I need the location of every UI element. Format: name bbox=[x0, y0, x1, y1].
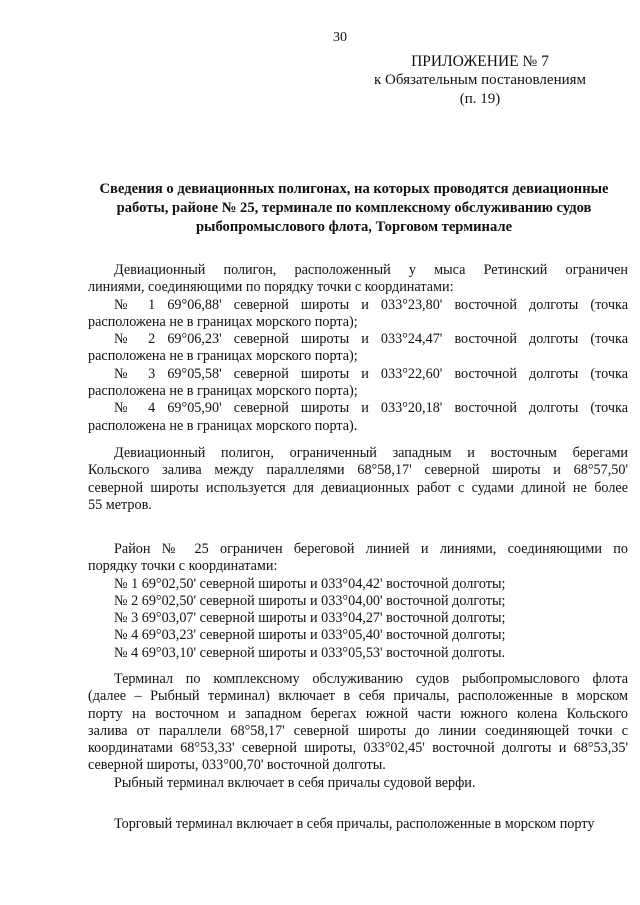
paragraph-line: залива от параллели 68°58,17' северной широты до линии соединяющей точки с bbox=[88, 722, 628, 739]
section-trade-terminal bbox=[88, 816, 628, 833]
coordinate-note: расположена не в границах морского порта). bbox=[88, 417, 358, 434]
paragraph-line: Район № 25 ограничен береговой линией и линиями, соединяющими по bbox=[114, 541, 628, 557]
section-fishing-terminal bbox=[88, 671, 628, 792]
paragraph-line: порту на восточном и западном берегах южной части южного колена Кольского bbox=[88, 705, 628, 722]
paragraph-line: линиями, соединяющими по порядку точки с координатами: bbox=[88, 279, 454, 296]
coordinate-point: № 1 69°06,88' северной широты и 033°23,80' восточной долготы (точка bbox=[114, 296, 628, 313]
appendix-title: ПРИЛОЖЕНИЕ № 7 bbox=[411, 53, 549, 70]
paragraph-line: 55 метров. bbox=[88, 496, 152, 513]
paragraph-line: северной широты используется для девиационных работ с судами длиной не более bbox=[88, 479, 628, 496]
coordinate-note: расположена не в границах морского порта); bbox=[88, 313, 358, 330]
coordinate-point: № 2 69°02,50' северной широты и 033°04,00' восточной долготы; bbox=[114, 592, 506, 609]
document-heading bbox=[88, 180, 620, 237]
paragraph-line: координатами 68°53,33' северной широты, 033°02,45' восточной долготы и 68°53,35' bbox=[88, 740, 628, 757]
coordinate-point: № 4 69°05,90' северной широты и 033°20,18' восточной долготы (точка bbox=[114, 400, 628, 417]
coordinate-point: № 4 69°03,23' северной широты и 033°05,40' восточной долготы; bbox=[114, 627, 506, 644]
appendix-clause: (п. 19) bbox=[459, 91, 501, 107]
coordinate-point: № 3 69°03,07' северной широты и 033°04,27' восточной долготы; bbox=[114, 610, 506, 627]
paragraph-line: Торговый терминал включает в себя причалы, расположенные в морском порту bbox=[114, 816, 595, 832]
coordinate-note: расположена не в границах морского порта); bbox=[88, 348, 358, 365]
paragraph-line: Девиационный полигон, ограниченный западным и восточным берегами bbox=[114, 445, 628, 461]
paragraph-line: порядку точки с координатами: bbox=[88, 558, 278, 575]
paragraph-line: Рыбный терминал включает в себя причалы судовой верфи. bbox=[114, 774, 476, 791]
appendix-reference: к Обязательным постановлениям bbox=[373, 72, 587, 88]
heading-line: работы, районе № 25, терминале по комплексному обслуживанию судов bbox=[116, 200, 592, 216]
heading-line: Сведения о девиационных полигонах, на которых проводятся девиационные bbox=[99, 181, 609, 197]
coordinate-point: № 3 69°05,58' северной широты и 033°22,60' восточной долготы (точка bbox=[114, 365, 628, 382]
section-district-25 bbox=[88, 541, 628, 662]
heading-line: рыбопромыслового флота, Торговом терминале bbox=[195, 219, 513, 235]
paragraph-line: Кольского залива между параллелями 68°58,17' северной широты и 68°57,50' bbox=[88, 462, 628, 479]
paragraph-line: Терминал по комплексному обслуживанию судов рыбопромыслового флота bbox=[114, 671, 628, 687]
page-number: 30 bbox=[333, 30, 347, 45]
coordinate-point: № 4 69°03,10' северной широты и 033°05,53' восточной долготы. bbox=[114, 644, 506, 661]
section-deviation-polygon-kola-bay bbox=[88, 445, 628, 514]
paragraph-line: Девиационный полигон, расположенный у мыса Ретинский ограничен bbox=[114, 262, 628, 278]
coordinate-note: расположена не в границах морского порта); bbox=[88, 383, 358, 400]
paragraph-line: северной широты, 033°00,70' восточной долготы. bbox=[88, 757, 386, 774]
coordinate-point: № 2 69°06,23' северной широты и 033°24,47' восточной долготы (точка bbox=[114, 331, 628, 348]
coordinate-point: № 1 69°02,50' северной широты и 033°04,42' восточной долготы; bbox=[114, 575, 506, 592]
appendix-header bbox=[350, 52, 610, 109]
paragraph-line: (далее – Рыбный терминал) включает в себя причалы, расположенные в морском bbox=[88, 688, 628, 705]
section-deviation-polygon-retinsky bbox=[88, 262, 628, 435]
